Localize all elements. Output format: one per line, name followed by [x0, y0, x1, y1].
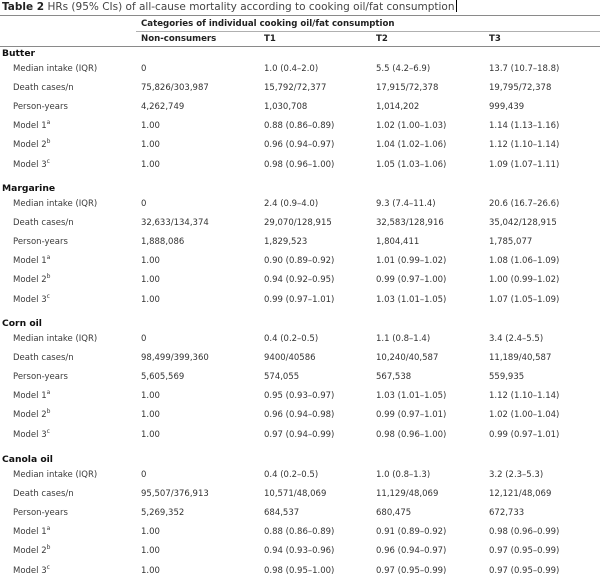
- table-cell: 0.97 (0.95–0.99): [489, 546, 560, 557]
- row-label: [13, 542, 50, 561]
- row-label: [13, 485, 74, 504]
- row-label-text: Model 2: [13, 546, 47, 557]
- table-cell: 1.02 (1.00–1.03): [376, 121, 447, 132]
- table-cell: 3.4 (2.4–5.5): [489, 334, 544, 344]
- table-row: [0, 252, 600, 271]
- table-caption-text: HRs (95% CIs) of all-cause mortality according to cooking oil/fat consumption: [47, 1, 455, 13]
- table-cell: 1.00: [141, 140, 160, 151]
- row-label: [13, 523, 50, 542]
- table-cell: 0.99 (0.97–1.01): [264, 294, 335, 305]
- table-cell: 1.12 (1.10–1.14): [489, 391, 560, 402]
- table-cell: 1.07 (1.05–1.09): [489, 294, 560, 305]
- row-label-text: Model 2: [13, 275, 47, 286]
- table-cell: 15,792/72,377: [264, 83, 327, 94]
- table-cell: 1.12 (1.10–1.14): [489, 140, 560, 151]
- table-cell: 1.0 (0.8–1.3): [376, 470, 431, 480]
- table-cell: 1.03 (1.01–1.05): [376, 294, 447, 305]
- table-cell: 1.00: [141, 527, 160, 538]
- row-label: [13, 233, 68, 252]
- row-label: [13, 291, 50, 310]
- table-cell: 9.3 (7.4–11.4): [376, 199, 436, 209]
- column-header-t1: T1: [264, 34, 276, 44]
- table-cell: 559,935: [489, 372, 525, 383]
- table-caption-label: Table 2: [2, 1, 45, 13]
- table-cell: 574,055: [264, 372, 300, 383]
- table-cell: 0.90 (0.89–0.92): [264, 256, 335, 267]
- table-row: [0, 214, 600, 233]
- table-cell: 0.96 (0.94–0.97): [264, 140, 335, 151]
- footnote-marker: c: [46, 563, 50, 571]
- table-row: [0, 523, 600, 542]
- section-title-butter: Butter: [2, 48, 36, 59]
- table-cell: 1.00: [141, 565, 160, 576]
- header-rule: [0, 46, 600, 47]
- footnote-marker: b: [46, 273, 51, 281]
- table-cell: 1.00: [141, 275, 160, 286]
- footnote-marker: b: [46, 408, 51, 416]
- table-row: [0, 136, 600, 155]
- row-label-text: Model 3: [13, 159, 47, 170]
- column-header-t2: T2: [376, 34, 388, 44]
- row-label-text: Median intake (IQR): [13, 64, 98, 74]
- row-label-text: Person-years: [13, 102, 68, 113]
- table-row: [0, 233, 600, 252]
- table-cell: 1.01 (0.99–1.02): [376, 256, 447, 267]
- row-label-text: Median intake (IQR): [13, 470, 98, 480]
- table-cell: 0.4 (0.2–0.5): [264, 470, 319, 480]
- table-cell: 1.09 (1.07–1.11): [489, 159, 560, 170]
- table-cell: 12,121/48,069: [489, 489, 552, 500]
- table-row: [0, 330, 600, 349]
- table-row: [0, 562, 600, 581]
- table-cell: 0.99 (0.97–1.01): [376, 410, 447, 421]
- table-cell: 1.05 (1.03–1.06): [376, 159, 447, 170]
- table-cell: 95,507/376,913: [141, 489, 209, 500]
- top-rule: [0, 15, 600, 16]
- table-row: [0, 271, 600, 290]
- row-label-text: Person-years: [13, 237, 68, 248]
- table-cell: 29,070/128,915: [264, 218, 332, 229]
- table-cell: 5,269,352: [141, 508, 185, 519]
- table-cell: 1.1 (0.8–1.4): [376, 334, 431, 344]
- footnote-marker: c: [46, 427, 50, 435]
- table-cell: 1.08 (1.06–1.09): [489, 256, 560, 267]
- table-cell: 9400/40586: [264, 353, 316, 364]
- table-cell: 0.98 (0.96–1.00): [376, 429, 447, 440]
- table-cell: 11,189/40,587: [489, 353, 552, 364]
- column-header-t3: T3: [489, 34, 501, 44]
- table-cell: 1.00: [141, 121, 160, 132]
- table-cell: 672,733: [489, 508, 525, 519]
- table-cell: 19,795/72,378: [489, 83, 552, 94]
- table-cell: 1.00: [141, 159, 160, 170]
- footnote-marker: c: [46, 292, 50, 300]
- group-rule: [136, 31, 600, 32]
- table-cell: 3.2 (2.3–5.3): [489, 470, 544, 480]
- table-cell: 1,804,411: [376, 237, 420, 248]
- table-cell: 0.98 (0.96–0.99): [489, 527, 560, 538]
- table-cell: 567,538: [376, 372, 412, 383]
- row-label: [13, 136, 50, 155]
- table-cell: 10,240/40,587: [376, 353, 439, 364]
- table-cell: 1,014,202: [376, 102, 420, 113]
- table-cell: 13.7 (10.7–18.8): [489, 64, 560, 74]
- row-label: [13, 195, 97, 214]
- table-cell: 0.99 (0.97–1.00): [376, 275, 447, 286]
- row-label: [13, 406, 50, 425]
- footnote-marker: a: [46, 389, 51, 397]
- row-label-text: Median intake (IQR): [13, 334, 98, 344]
- table-cell: 0.94 (0.93–0.96): [264, 546, 335, 557]
- table-cell: 1.14 (1.13–1.16): [489, 121, 560, 132]
- row-label: [13, 60, 97, 79]
- table-row: [0, 349, 600, 368]
- table-cell: 0.96 (0.94–0.98): [264, 410, 335, 421]
- table-cell: 0: [141, 334, 147, 344]
- table-cell: 1.02 (1.00–1.04): [489, 410, 560, 421]
- row-label: [13, 117, 50, 136]
- row-label-text: Model 2: [13, 140, 47, 151]
- row-label: [13, 330, 97, 349]
- table-cell: 0.91 (0.89–0.92): [376, 527, 447, 538]
- table-caption: [2, 0, 457, 15]
- footnote-marker: a: [46, 254, 51, 262]
- row-label-text: Model 1: [13, 391, 47, 402]
- table-cell: 684,537: [264, 508, 300, 519]
- table-row: [0, 542, 600, 561]
- column-group-header: Categories of individual cooking oil/fat consumption: [141, 19, 395, 29]
- table-row: [0, 117, 600, 136]
- footnote-marker: b: [46, 138, 51, 146]
- row-label-text: Median intake (IQR): [13, 199, 98, 209]
- row-label: [13, 349, 74, 368]
- table-row: [0, 195, 600, 214]
- row-label-text: Model 1: [13, 527, 47, 538]
- row-label-text: Model 3: [13, 294, 47, 305]
- row-label-text: Model 3: [13, 429, 47, 440]
- footnote-marker: a: [46, 525, 51, 533]
- table-cell: 1.00: [141, 391, 160, 402]
- row-label-text: Model 1: [13, 121, 47, 132]
- text-cursor: [456, 0, 457, 12]
- table-cell: 0.97 (0.94–0.99): [264, 429, 335, 440]
- table-cell: 1.00 (0.99–1.02): [489, 275, 560, 286]
- table-cell: 1,785,077: [489, 237, 533, 248]
- table-cell: 17,915/72,378: [376, 83, 439, 94]
- table-cell: 20.6 (16.7–26.6): [489, 199, 560, 209]
- table-cell: 1,829,523: [264, 237, 308, 248]
- table-cell: 0.99 (0.97–1.01): [489, 429, 560, 440]
- row-label: [13, 214, 74, 233]
- row-label: [13, 156, 50, 175]
- table-cell: 0.94 (0.92–0.95): [264, 275, 335, 286]
- table-cell: 10,571/48,069: [264, 489, 327, 500]
- table-row: [0, 387, 600, 406]
- table-row: [0, 466, 600, 485]
- row-label-text: Model 3: [13, 565, 47, 576]
- table-cell: 0.4 (0.2–0.5): [264, 334, 319, 344]
- row-label-text: Death cases/n: [13, 218, 74, 229]
- table-row: [0, 60, 600, 79]
- table-row: [0, 156, 600, 175]
- table-cell: 1,888,086: [141, 237, 185, 248]
- table-cell: 0: [141, 64, 147, 74]
- row-label-text: Person-years: [13, 372, 68, 383]
- section-title-margarine: Margarine: [2, 183, 56, 194]
- table-cell: 0.88 (0.86–0.89): [264, 121, 335, 132]
- footnote-marker: a: [46, 119, 51, 127]
- table-cell: 0.98 (0.96–1.00): [264, 159, 335, 170]
- table-row: [0, 406, 600, 425]
- table-cell: 1.0 (0.4–2.0): [264, 64, 319, 74]
- table-cell: 1.00: [141, 546, 160, 557]
- row-label: [13, 466, 97, 485]
- row-label: [13, 387, 50, 406]
- row-label: [13, 562, 50, 581]
- row-label-text: Model 2: [13, 410, 47, 421]
- footnote-marker: c: [46, 157, 50, 165]
- table-row: [0, 485, 600, 504]
- table-cell: 1.00: [141, 410, 160, 421]
- table-cell: 680,475: [376, 508, 412, 519]
- table-cell: 32,583/128,916: [376, 218, 444, 229]
- table-cell: 0: [141, 470, 147, 480]
- table-row: [0, 79, 600, 98]
- table-cell: 1.00: [141, 429, 160, 440]
- column-header-nonconsumers: Non-consumers: [141, 34, 217, 44]
- row-label: [13, 271, 50, 290]
- table-cell: 999,439: [489, 102, 525, 113]
- section-title-canola-oil: Canola oil: [2, 454, 53, 465]
- table-cell: 35,042/128,915: [489, 218, 557, 229]
- table-cell: 75,826/303,987: [141, 83, 209, 94]
- table-cell: 2.4 (0.9–4.0): [264, 199, 319, 209]
- row-label: [13, 252, 50, 271]
- table-cell: 1.00: [141, 294, 160, 305]
- footnote-marker: b: [46, 544, 51, 552]
- row-label: [13, 504, 68, 523]
- row-label: [13, 426, 50, 445]
- table-cell: 1.04 (1.02–1.06): [376, 140, 447, 151]
- table-cell: 0.98 (0.95–1.00): [264, 565, 335, 576]
- row-label-text: Death cases/n: [13, 353, 74, 364]
- table-cell: 0.88 (0.86–0.89): [264, 527, 335, 538]
- section-title-corn-oil: Corn oil: [2, 318, 42, 329]
- table-cell: 5,605,569: [141, 372, 185, 383]
- table-row: [0, 291, 600, 310]
- table-cell: 0.95 (0.93–0.97): [264, 391, 335, 402]
- table-cell: 0.97 (0.95–0.99): [376, 565, 447, 576]
- table-cell: 1.03 (1.01–1.05): [376, 391, 447, 402]
- table-row: [0, 98, 600, 117]
- row-label: [13, 79, 74, 98]
- table-row: [0, 504, 600, 523]
- table-cell: 32,633/134,374: [141, 218, 209, 229]
- table-row: [0, 368, 600, 387]
- table-row: [0, 426, 600, 445]
- row-label-text: Death cases/n: [13, 83, 74, 94]
- table-cell: 0: [141, 199, 147, 209]
- table-cell: 0.97 (0.95–0.99): [489, 565, 560, 576]
- table-cell: 0.96 (0.94–0.97): [376, 546, 447, 557]
- table-cell: 1.00: [141, 256, 160, 267]
- table-cell: 98,499/399,360: [141, 353, 209, 364]
- row-label: [13, 368, 68, 387]
- table-cell: 11,129/48,069: [376, 489, 439, 500]
- row-label-text: Person-years: [13, 508, 68, 519]
- row-label-text: Death cases/n: [13, 489, 74, 500]
- table-cell: 4,262,749: [141, 102, 185, 113]
- table-cell: 1,030,708: [264, 102, 308, 113]
- row-label-text: Model 1: [13, 256, 47, 267]
- row-label: [13, 98, 68, 117]
- table-cell: 5.5 (4.2–6.9): [376, 64, 431, 74]
